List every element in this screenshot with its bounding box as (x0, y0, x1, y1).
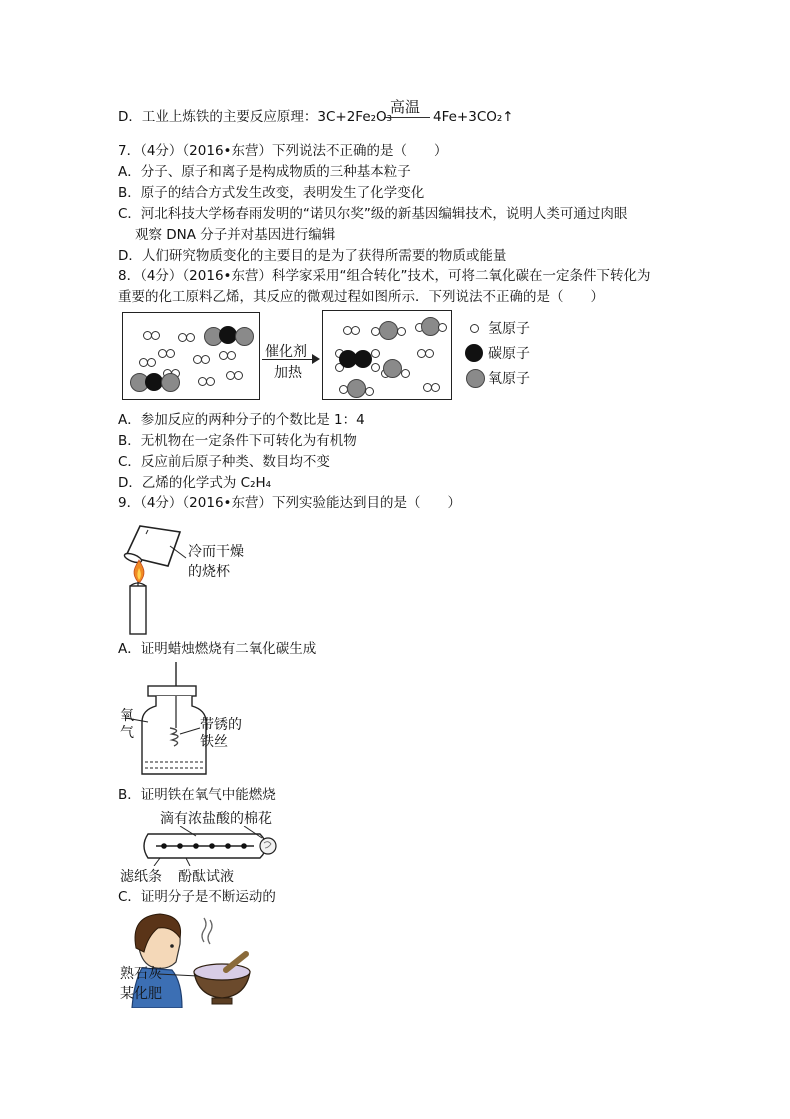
oxygen-legend-icon (466, 369, 485, 388)
q7-option-c-line2: 观察 DNA 分子并对基因进行编辑 (135, 227, 336, 243)
beaker-icon (123, 526, 180, 566)
smell-waves-icon (202, 918, 212, 944)
q8-option-d: D．乙烯的化学式为 C₂H₄ (118, 475, 272, 491)
hydrogen-atom (151, 331, 160, 340)
hydrogen-atom (371, 363, 380, 372)
oxygen-atom (235, 327, 254, 346)
hydrogen-atom (147, 358, 156, 367)
legend-oxygen: 氧原子 (488, 371, 530, 387)
q7-option-d: D．人们研究物质变化的主要目的是为了获得所需要的物质或能量 (118, 248, 507, 264)
q8-option-b: B．无机物在一定条件下可转化为有机物 (118, 433, 357, 449)
figure-a-label-line2: 的烧杯 (188, 564, 230, 580)
hydrogen-atom (206, 377, 215, 386)
oxygen-atom (383, 359, 402, 378)
q8-option-c: C．反应前后原子种类、数目均不变 (118, 454, 330, 470)
q6-option-d (118, 108, 392, 126)
q6-product: 4Fe+3CO₂↑ (433, 109, 514, 125)
hydrogen-atom (351, 326, 360, 335)
figure-b-label-oxygen-1: 氧 (120, 708, 134, 724)
gas-bottle-icon (142, 662, 206, 774)
figure-c-label-phenolphthalein: 酚酞试液 (178, 869, 234, 885)
reactant-box (122, 312, 260, 400)
hydrogen-atom (201, 355, 210, 364)
q8-option-a: A．参加反应的两种分子的个数比是 1：4 (118, 412, 365, 428)
q9-option-c: C．证明分子是不断运动的 (118, 889, 276, 905)
carbon-legend-icon (465, 344, 483, 362)
oxygen-atom (379, 321, 398, 340)
hydrogen-atom (401, 369, 410, 378)
figure-d-label-slaked-lime: 熟石灰 (120, 966, 162, 982)
hydrogen-atom (438, 323, 447, 332)
carbon-atom (354, 350, 372, 368)
product-box (322, 310, 452, 400)
figure-a-label-line1: 冷而干燥 (188, 544, 244, 560)
hydrogen-atom (365, 387, 374, 396)
q9-option-b: B．证明铁在氧气中能燃烧 (118, 787, 276, 803)
flame-icon (134, 560, 144, 582)
figure-b-label-wire-2: 铁丝 (200, 734, 228, 750)
hydrogen-atom (425, 349, 434, 358)
q8-stem-line2: 重要的化工原料乙烯，其反应的微观过程如图所示．下列说法不正确的是（ ） (118, 289, 604, 305)
q7-stem: 7．（4分）（2016•东营）下列说法不正确的是（ ） (118, 143, 448, 159)
mortar-icon (194, 964, 250, 1004)
oxygen-atom (347, 379, 366, 398)
candle-icon (130, 582, 146, 634)
catalyst-label: 催化剂 (265, 344, 307, 360)
arrow-head-icon (312, 354, 320, 364)
q6-condition: 高温 (390, 98, 421, 116)
q7-option-b: B．原子的结合方式发生改变，表明发生了化学变化 (118, 185, 425, 201)
q6-option-d-text: D．工业上炼铁的主要反应原理：3C+2Fe₂O₃ (118, 109, 393, 125)
q9-stem: 9．（4分）（2016•东营）下列实验能达到目的是（ ） (118, 495, 461, 511)
legend-carbon: 碳原子 (488, 346, 530, 362)
hydrogen-atom (234, 371, 243, 380)
oxygen-atom (161, 373, 180, 392)
cotton-plug-icon (260, 838, 276, 854)
hydrogen-atom (186, 333, 195, 342)
hydrogen-atom (431, 383, 440, 392)
q6-equation-bar (384, 117, 430, 118)
figure-d-label-fertilizer: 某化肥 (120, 986, 162, 1002)
figure-b-label-oxygen-2: 气 (120, 725, 134, 741)
figure-c-label-cotton: 滴有浓盐酸的棉花 (160, 811, 272, 827)
hydrogen-atom (227, 351, 236, 360)
legend-hydrogen: 氢原子 (488, 321, 530, 337)
heat-label: 加热 (274, 365, 302, 381)
hydrogen-legend-icon (470, 324, 479, 333)
figure-c-test-tube (140, 826, 282, 866)
hydrogen-atom (166, 349, 175, 358)
figure-b-label-wire-1: 带锈的 (200, 717, 242, 733)
hydrogen-atom (371, 349, 380, 358)
q9-option-a: A．证明蜡烛燃烧有二氧化碳生成 (118, 641, 317, 657)
figure-c-label-filter-paper: 滤纸条 (120, 869, 162, 885)
hydrogen-atom (397, 327, 406, 336)
q7-option-a: A．分子、原子和离子是构成物质的三种基本粒子 (118, 164, 411, 180)
reaction-arrow (262, 359, 318, 360)
q7-option-c-line1: C．河北科技大学杨春雨发明的“诺贝尔奖”级的新基因编辑技术，说明人类可通过肉眼 (118, 206, 628, 222)
q8-stem-line1: 8．（4分）（2016•东营）科学家采用“组合转化”技术，可将二氧化碳在一定条件下转化为 (118, 268, 651, 284)
